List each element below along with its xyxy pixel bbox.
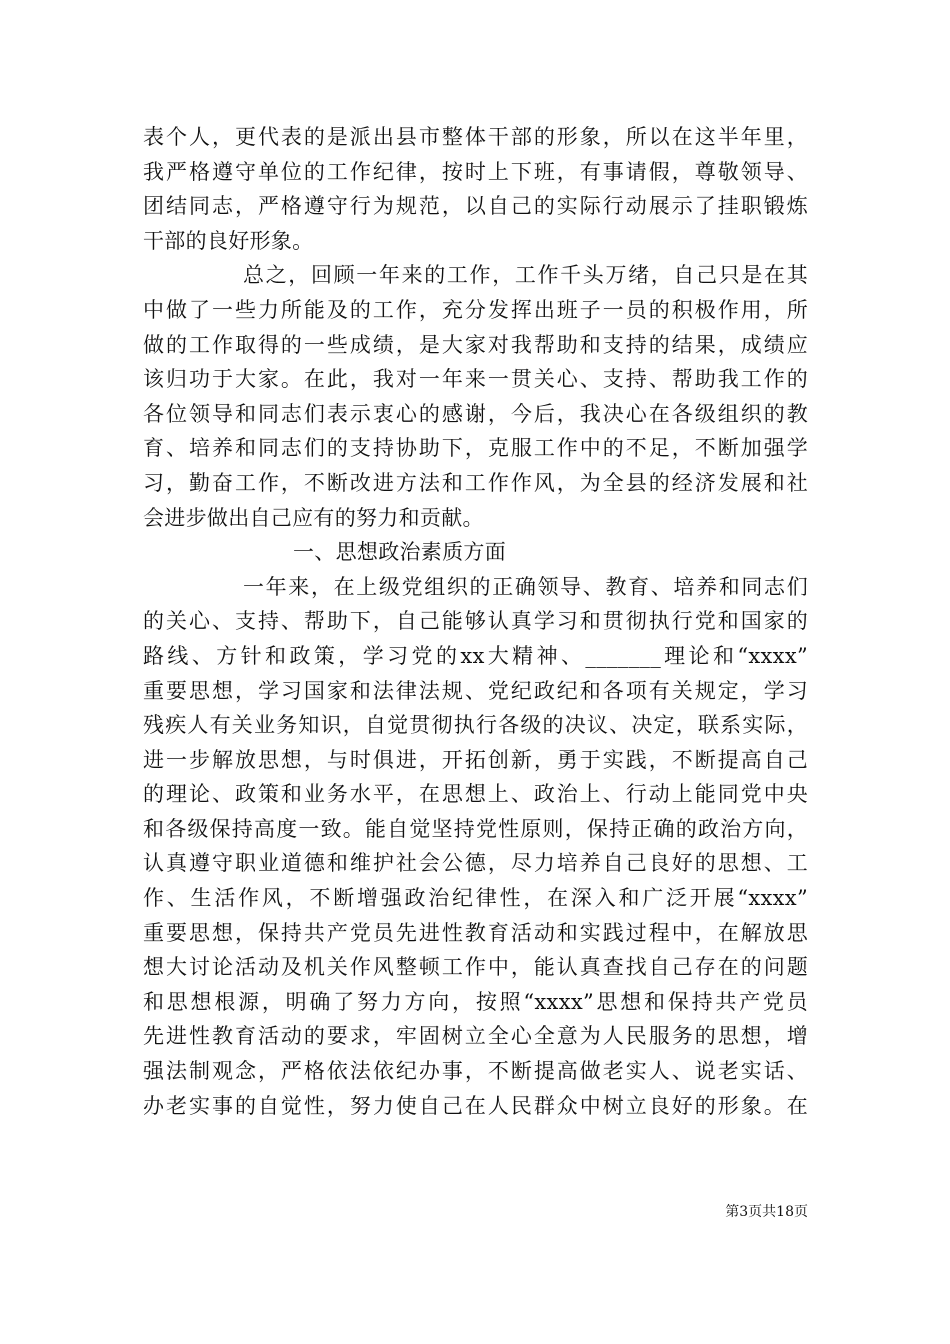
text-line: 进一步解放思想，与时俱进，开拓创新，勇于实践，不断提高自己	[143, 747, 808, 772]
text-line: 作、生活作风，不断增强政治纪律性，在深入和广泛开展“xxxx”	[143, 886, 808, 911]
text-line: 强法制观念，严格依法依纪办事，不断提高做老实人、说老实话、	[143, 1059, 808, 1084]
text-line: 习，勤奋工作，不断改进方法和工作作风，为全县的经济发展和社	[143, 470, 808, 495]
text-line: 干部的良好形象。	[143, 228, 314, 253]
text-line: 各位领导和同志们表示衷心的感谢，今后，我决心在各级组织的教	[143, 401, 808, 426]
text-line: 总之，回顾一年来的工作，工作千头万绪，自己只是在其	[243, 263, 808, 288]
text-line: 的关心、支持、帮助下，自己能够认真学习和贯彻执行党和国家的	[143, 609, 808, 634]
text-line: 和各级保持高度一致。能自觉坚持党性原则，保持正确的政治方向，	[143, 816, 808, 841]
text-line: 重要思想，保持共产党员先进性教育活动和实践过程中，在解放思	[143, 920, 808, 945]
text-line: 先进性教育活动的要求，牢固树立全心全意为人民服务的思想，增	[143, 1024, 808, 1049]
text-line: 团结同志，严格遵守行为规范，以自己的实际行动展示了挂职锻炼	[143, 194, 808, 219]
document-body	[143, 120, 808, 1123]
text-line: 和思想根源，明确了努力方向，按照“xxxx”思想和保持共产党员	[143, 989, 808, 1014]
text-line: 想大讨论活动及机关作风整顿工作中，能认真查找自己存在的问题	[143, 955, 808, 980]
text-line: 一年来，在上级党组织的正确领导、教育、培养和同志们	[243, 574, 808, 599]
text-line: 做的工作取得的一些成绩，是大家对我帮助和支持的结果，成绩应	[143, 332, 808, 357]
text-line: 会进步做出自己应有的努力和贡献。	[143, 505, 484, 530]
text-line: 认真遵守职业道德和维护社会公德，尽力培养自己良好的思想、工	[143, 851, 808, 876]
text-line: 残疾人有关业务知识，自觉贯彻执行各级的决议、决定，联系实际，	[143, 713, 808, 738]
section-heading: 一、思想政治素质方面	[293, 540, 506, 565]
text-line: 育、培养和同志们的支持协助下，克服工作中的不足，不断加强学	[143, 436, 808, 461]
text-line: 表个人，更代表的是派出县市整体干部的形象，所以在这半年里，	[143, 125, 808, 149]
text-line: 我严格遵守单位的工作纪律，按时上下班，有事请假，尊敬领导、	[143, 159, 808, 184]
text-line: 路线、方针和政策，学习党的xx大精神、_______理论和“xxxx”	[143, 643, 808, 668]
text-line: 办老实事的自觉性，努力使自己在人民群众中树立良好的形象。在	[143, 1093, 808, 1118]
text-line: 中做了一些力所能及的工作，充分发挥出班子一员的积极作用，所	[143, 297, 808, 322]
text-line: 的理论、政策和业务水平，在思想上、政治上、行动上能同党中央	[143, 782, 808, 807]
page-number-footer: 第3页共18页	[725, 1204, 808, 1220]
text-line: 该归功于大家。在此，我对一年来一贯关心、支持、帮助我工作的	[143, 367, 808, 392]
text-line: 重要思想，学习国家和法律法规、党纪政纪和各项有关规定，学习	[143, 678, 808, 703]
